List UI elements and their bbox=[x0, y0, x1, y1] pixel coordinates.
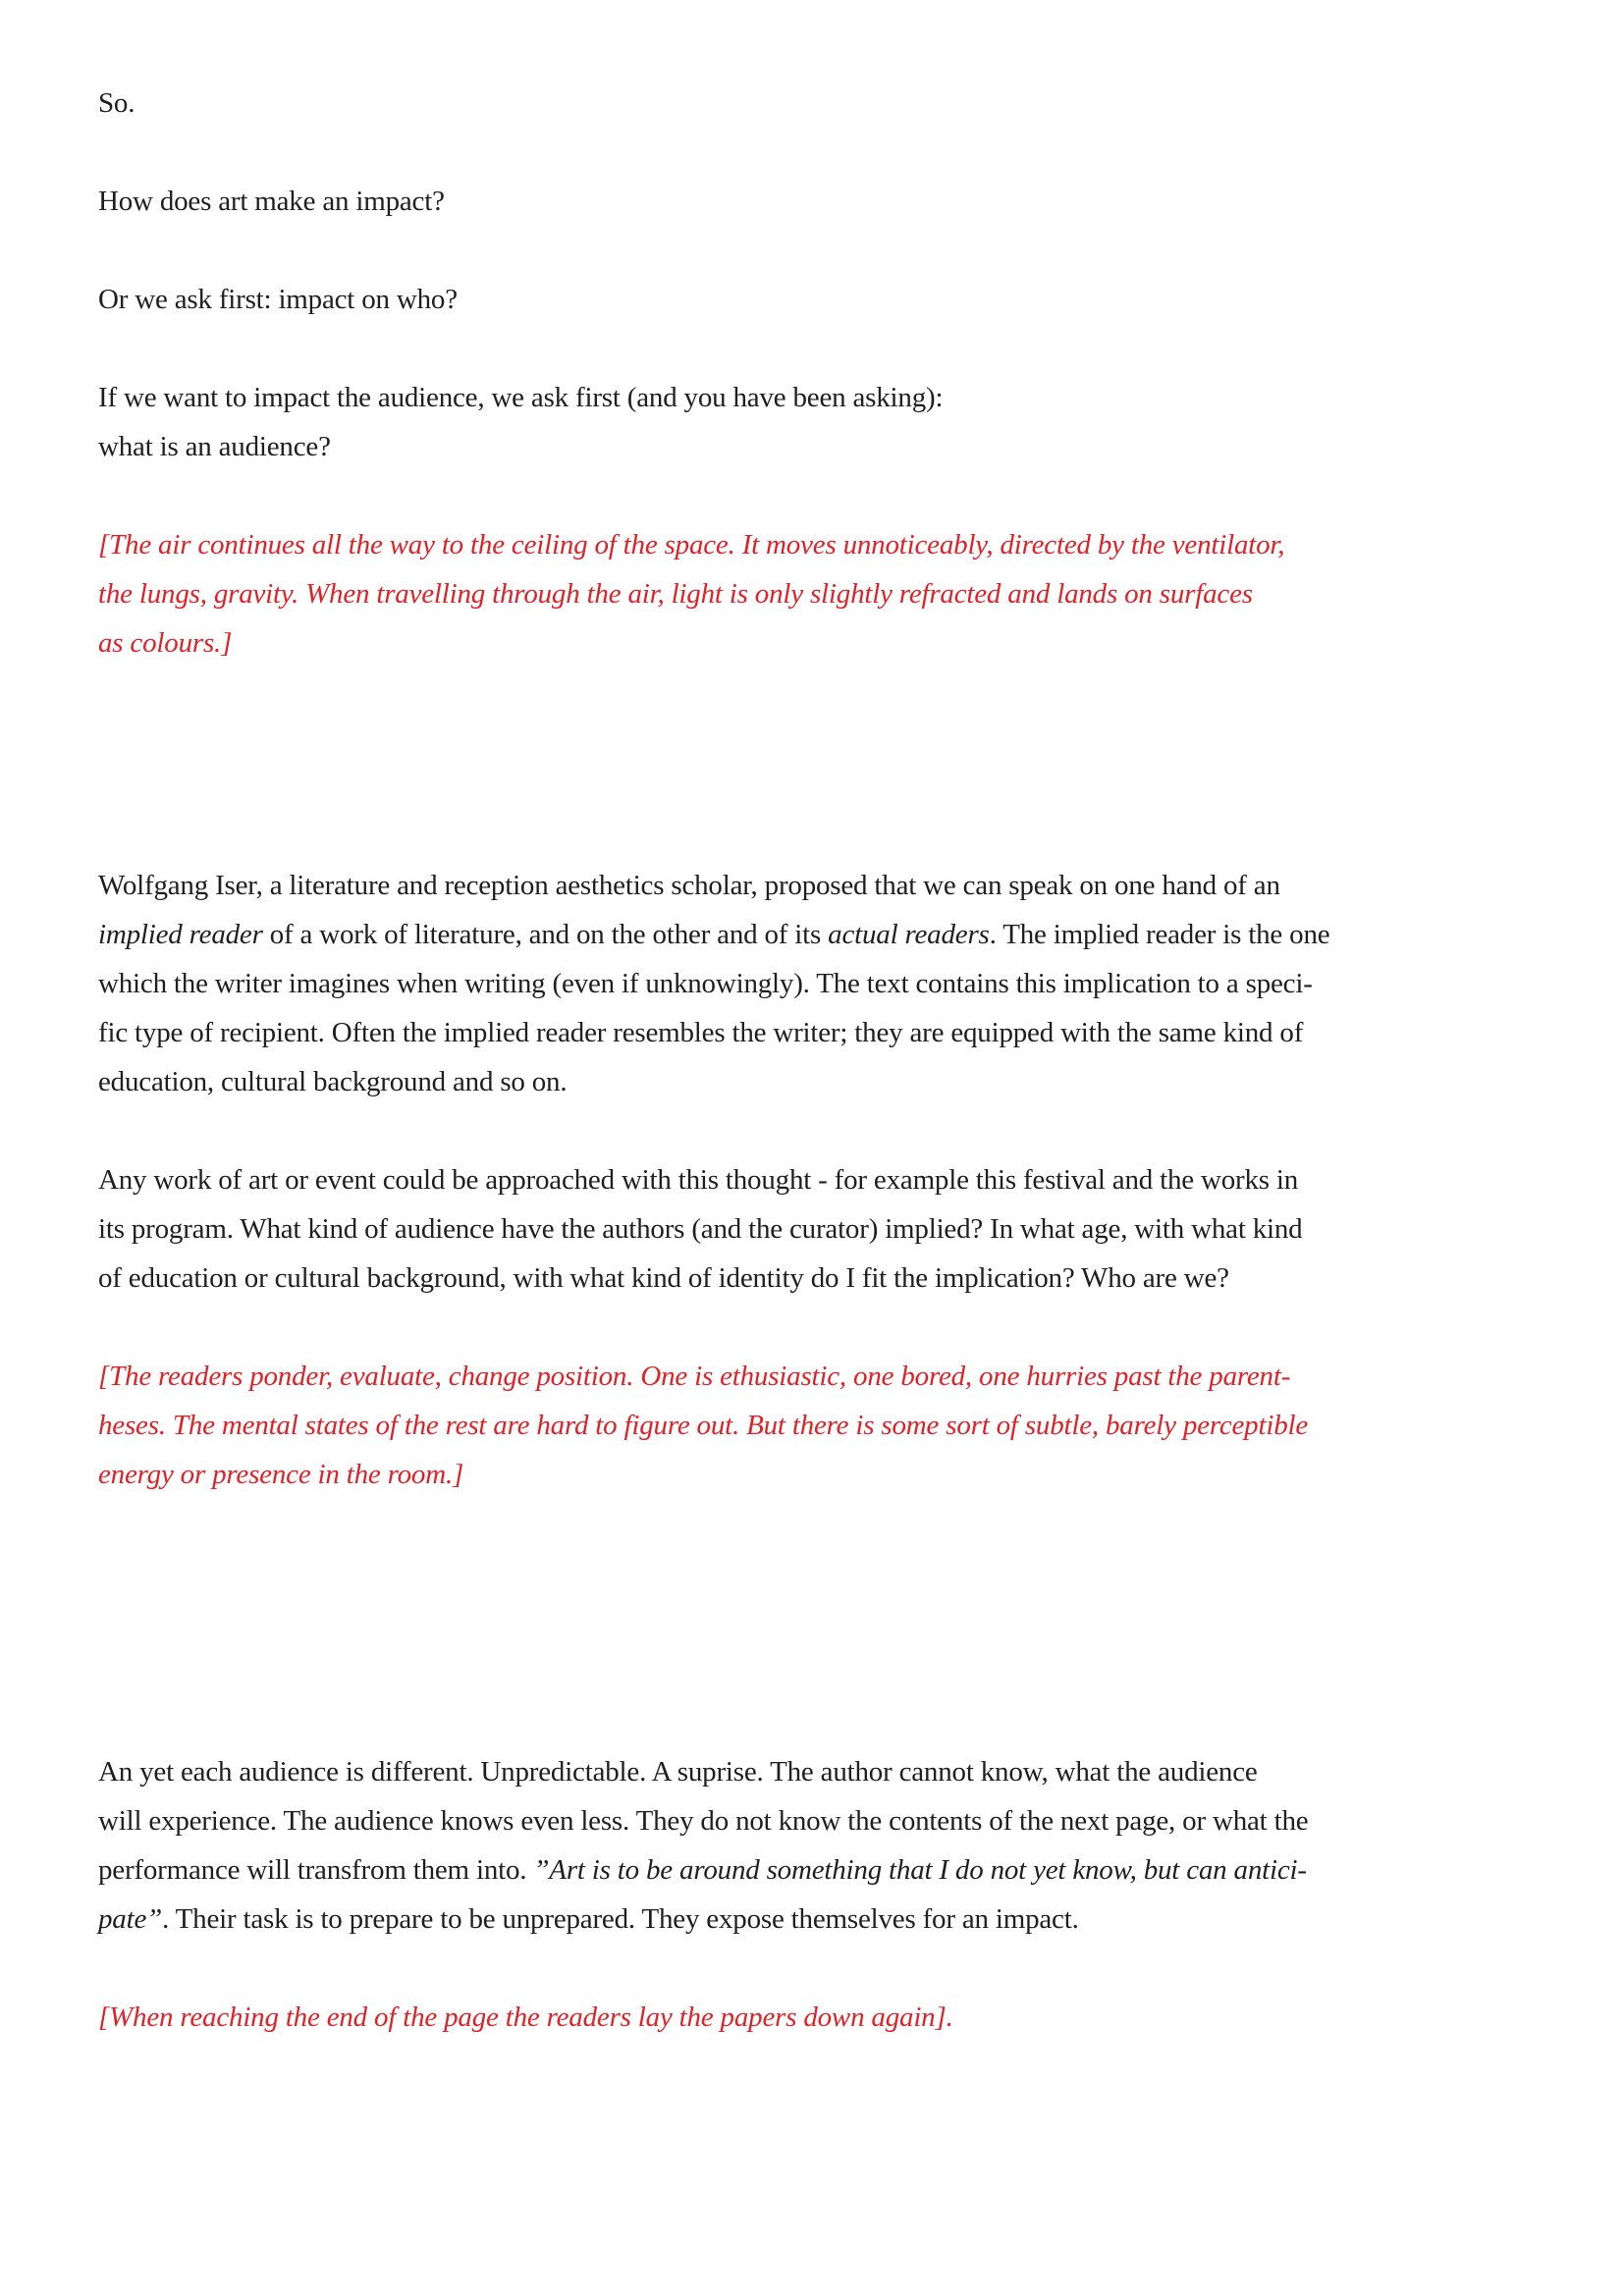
text-line bbox=[98, 618, 1536, 667]
body-text: . Their task is to prepare to be unprepared. They expose themselves for an impact. bbox=[162, 1903, 1079, 1935]
text-line bbox=[98, 1352, 1536, 1401]
stage-direction-readers bbox=[98, 1352, 1536, 1499]
stage-direction-page-end bbox=[98, 1993, 1536, 2042]
text-line bbox=[98, 79, 1536, 128]
body-text: which the writer imagines when writing (even if unknowingly). The text contains this implication to a speci- bbox=[98, 968, 1313, 999]
text-line bbox=[98, 520, 1536, 569]
text-line bbox=[98, 1057, 1536, 1106]
body-text: energy or presence in the room.] bbox=[98, 1459, 464, 1490]
body-text: [The air continues all the way to the ceiling of the space. It moves unnoticeably, directed by the ventilator, bbox=[98, 529, 1285, 561]
text-line bbox=[98, 1401, 1536, 1450]
body-text: will experience. The audience knows even less. They do not know the contents of the next page, or what the bbox=[98, 1805, 1309, 1837]
paragraph-implied-reader bbox=[98, 861, 1536, 1106]
text-line bbox=[98, 1895, 1536, 1944]
text-line bbox=[98, 1204, 1536, 1254]
body-text: . The implied reader is the one bbox=[989, 919, 1330, 950]
body-text: Or we ask first: impact on who? bbox=[98, 284, 458, 315]
body-text: as colours.] bbox=[98, 627, 233, 659]
body-text: Wolfgang Iser, a literature and reception aesthetics scholar, proposed that we can speak on one hand of an bbox=[98, 870, 1280, 901]
body-text: If we want to impact the audience, we ask first (and you have been asking): bbox=[98, 382, 944, 413]
intro-so bbox=[98, 79, 1536, 128]
body-text: education, cultural background and so on. bbox=[98, 1066, 568, 1097]
body-text: [The readers ponder, evaluate, change position. One is ethusiastic, one bored, one hurries past the parent- bbox=[98, 1361, 1291, 1392]
body-text: the lungs, gravity. When travelling through the air, light is only slightly refracted and lands on surfaces bbox=[98, 578, 1253, 610]
text-line bbox=[98, 1254, 1536, 1303]
text-line bbox=[98, 1747, 1536, 1796]
text-line bbox=[98, 1450, 1536, 1499]
emphasized-text: implied reader bbox=[98, 919, 263, 950]
text-line bbox=[98, 1845, 1536, 1895]
body-text: So. bbox=[98, 87, 135, 119]
stage-direction-air bbox=[98, 520, 1536, 667]
emphasized-text: actual readers bbox=[828, 919, 990, 950]
body-text: its program. What kind of audience have the authors (and the curator) implied? In what age, with what kind bbox=[98, 1213, 1303, 1245]
question-impact bbox=[98, 177, 1536, 226]
text-line bbox=[98, 861, 1536, 910]
text-line bbox=[98, 1993, 1536, 2042]
emphasized-text: pate” bbox=[98, 1903, 163, 1935]
paragraph-unpredictable-audience bbox=[98, 1747, 1536, 1944]
text-line bbox=[98, 422, 1536, 471]
body-text: performance will transfrom them into. bbox=[98, 1854, 534, 1886]
text-line bbox=[98, 959, 1536, 1008]
paragraph-festival-audience bbox=[98, 1155, 1536, 1303]
body-text: How does art make an impact? bbox=[98, 186, 445, 217]
text-line bbox=[98, 177, 1536, 226]
text-line bbox=[98, 1008, 1536, 1057]
text-line bbox=[98, 1155, 1536, 1204]
body-text: fic type of recipient. Often the implied reader resembles the writer; they are equipped with the same kind of bbox=[98, 1017, 1304, 1048]
body-text: of education or cultural background, with what kind of identity do I fit the implication? Who are we? bbox=[98, 1262, 1229, 1294]
question-impact-on-who bbox=[98, 275, 1536, 324]
text-line bbox=[98, 910, 1536, 959]
body-text: Any work of art or event could be approached with this thought - for example this festival and the works in bbox=[98, 1164, 1299, 1196]
body-text: [When reaching the end of the page the readers lay the papers down again]. bbox=[98, 2002, 953, 2033]
text-line bbox=[98, 569, 1536, 618]
document-content bbox=[98, 79, 1536, 2042]
question-what-is-audience bbox=[98, 373, 1536, 471]
emphasized-text: ”Art is to be around something that I do not yet know, but can antici- bbox=[533, 1854, 1307, 1886]
body-text: of a work of literature, and on the other and of its bbox=[262, 919, 829, 950]
body-text: heses. The mental states of the rest are hard to figure out. But there is some sort of subtle, barely perceptible bbox=[98, 1410, 1309, 1441]
body-text: An yet each audience is different. Unpredictable. A suprise. The author cannot know, what the audience bbox=[98, 1756, 1258, 1788]
text-line bbox=[98, 275, 1536, 324]
text-line bbox=[98, 1796, 1536, 1845]
body-text: what is an audience? bbox=[98, 431, 331, 462]
text-line bbox=[98, 373, 1536, 422]
